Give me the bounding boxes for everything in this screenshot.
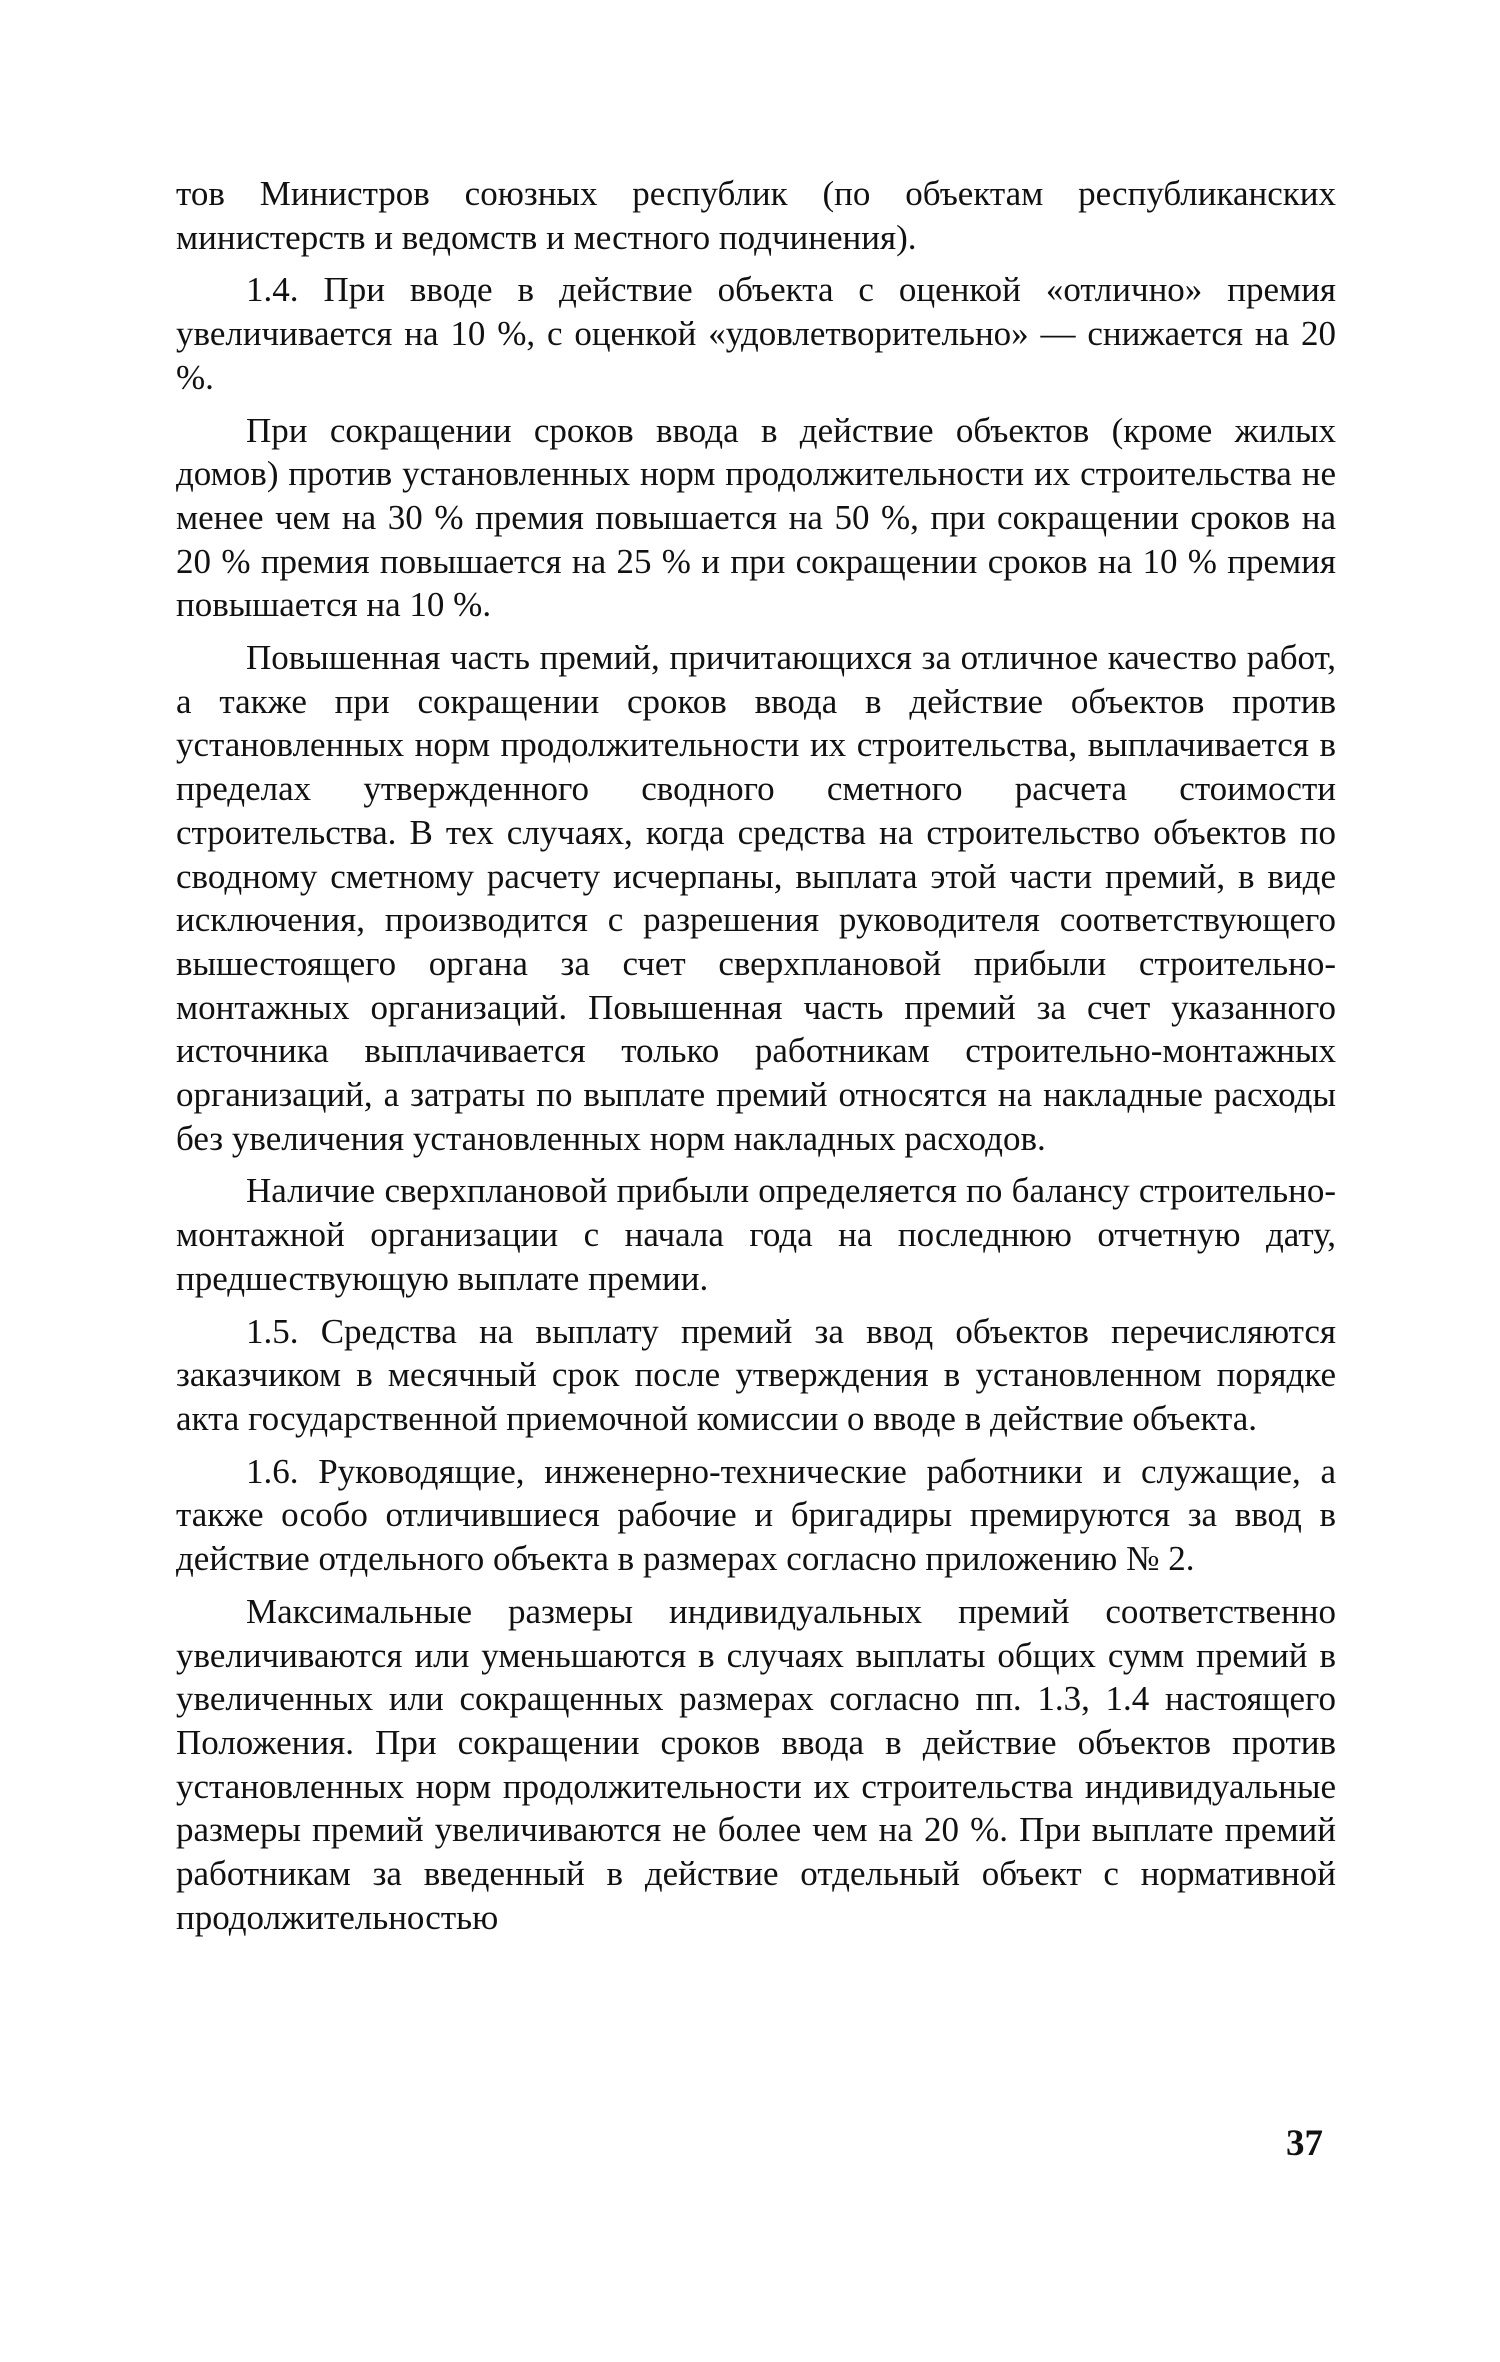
paragraph-max-bonus: Максимальные размеры индивидуальных премий соответственно увеличиваются или уменьшаются в случаях выплаты общих сумм премий в увеличенных или сокращенных размерах согласно пп. 1.3, 1.4 настоящего Положения. При сокращении сроков ввода в действие объектов против установленных норм продолжительности их строительства индивидуальные размеры премий увеличиваются не более чем на 20 %. При выплате премий работникам за введенный в действие отдельный объект с нормативной продолжительностью	[176, 1591, 1336, 1937]
paragraph-1-4: 1.4. При вводе в действие объекта с оценкой «отлично» премия увеличивается на 10 %, с оценкой «удовлетворительно» — снижается на 20 %.	[176, 270, 1336, 397]
paragraph-excess-profit: Наличие сверхплановой прибыли определяется по балансу строительно-монтажной организации с начала года на последнюю отчетную дату, предшествующую выплате премии.	[176, 1171, 1336, 1298]
paragraph-continuation: тов Министров союзных республик (по объектам республиканских министерств и ведомств и местного подчинения).	[176, 174, 1336, 257]
paragraph-deadline-reduction: При сокращении сроков ввода в действие объектов (кроме жилых домов) против установленных норм продолжительности их строительства не менее чем на 30 % премия повышается на 50 %, при сокращении сроков на 20 % премия повышается на 25 % и при сокращении сроков на 10 % премия повышается на 10 %.	[176, 410, 1336, 625]
page-number: 37	[1286, 2123, 1323, 2164]
paragraph-1-6: 1.6. Руководящие, инженерно-технические работники и служащие, а также особо отличившиеся рабочие и бригадиры премируются за ввод в действие отдельного объекта в размерах согласно приложению № 2.	[176, 1451, 1336, 1579]
document-body	[176, 172, 1336, 1948]
paragraph-increased-bonus: Повышенная часть премий, причитающихся за отличное качество работ, а также при сокращении сроков ввода в действие объектов против установленных норм продолжительности их строительства, выплачивается в пределах утвержденного сводного сметного расчета стоимости строительства. В тех случаях, когда средства на строительство объектов по сводному сметному расчету исчерпаны, выплата этой части премий, в виде исключения, производится с разрешения руководителя соответствующего вышестоящего органа за счет сверхплановой прибыли строительно-монтажных организаций. Повышенная часть премий за счет указанного источника выплачивается только работникам строительно-монтажных организаций, а затраты по выплате премий относятся на накладные расходы без увеличения установленных норм накладных расходов.	[176, 638, 1336, 1158]
paragraph-1-5: 1.5. Средства на выплату премий за ввод объектов перечисляются заказчиком в месячный срок после утверждения в установленном порядке акта государственной приемочной комиссии о вводе в действие объекта.	[176, 1311, 1336, 1438]
